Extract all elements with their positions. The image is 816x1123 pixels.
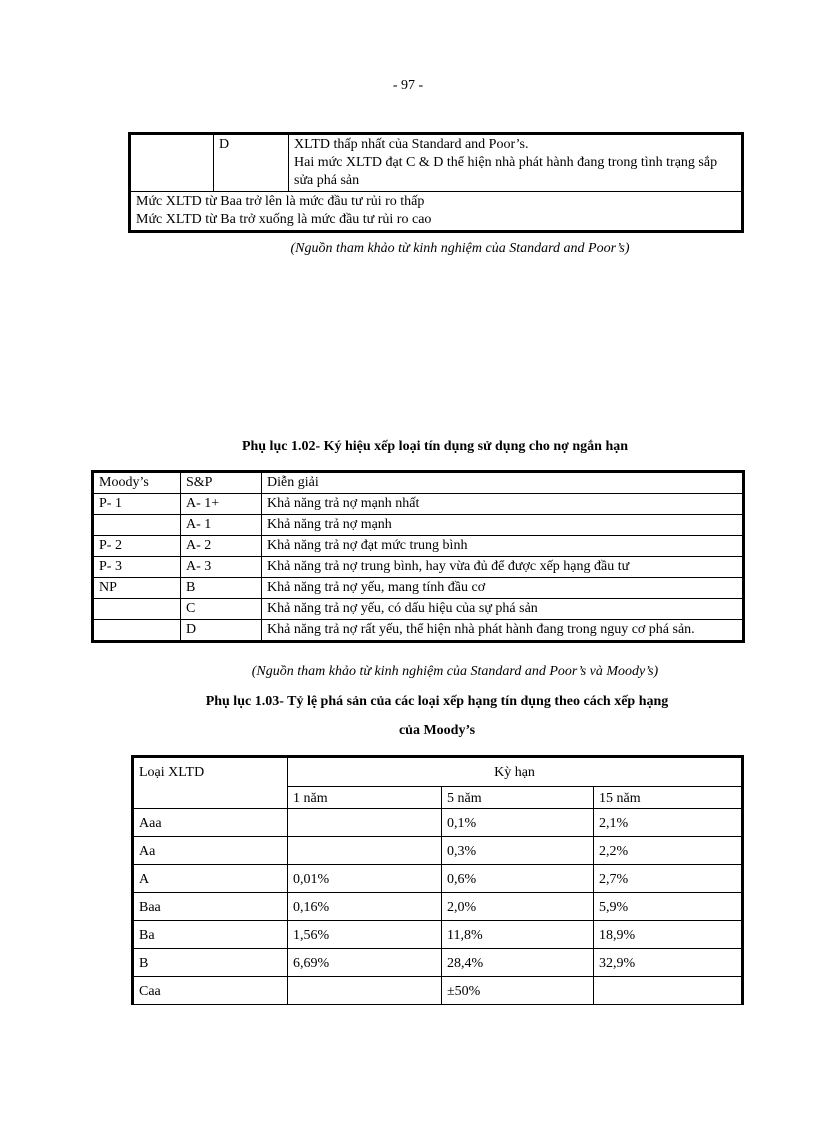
table-cell: A- 1 — [181, 515, 262, 536]
table-cell: 6,69% — [288, 949, 442, 977]
table-row — [93, 620, 744, 642]
column-header: S&P — [181, 472, 262, 494]
column-header: Diễn giải — [262, 472, 744, 494]
table-row — [133, 949, 743, 977]
table-cell — [289, 134, 743, 192]
table-cell — [93, 599, 181, 620]
table-cell — [594, 977, 743, 1005]
column-header: 5 năm — [442, 787, 594, 809]
table-cell: Khả năng trả nợ yếu, mang tính đầu cơ — [262, 578, 744, 599]
table-row — [93, 515, 744, 536]
table-cell: 0,1% — [442, 809, 594, 837]
note-line: Mức XLTD từ Baa trở lên là mức đầu tư rủi ro thấp — [136, 194, 425, 209]
table-cell: 11,8% — [442, 921, 594, 949]
page-number: - 97 - — [392, 78, 424, 93]
appendix-caption: Phụ lục 1.02- Ký hiệu xếp loại tín dụng sử dụng cho nợ ngắn hạn — [241, 439, 629, 454]
table-cell — [93, 515, 181, 536]
table-cell: C — [181, 599, 262, 620]
table-row — [133, 865, 743, 893]
table-cell: 5,9% — [594, 893, 743, 921]
table-default-rates — [131, 755, 744, 1005]
table-cell: B — [133, 949, 288, 977]
table-row — [93, 578, 744, 599]
table-row — [130, 134, 743, 192]
cell-line: Hai mức XLTD đạt C & D thể hiện nhà phát hành đang trong tình trạng sắp sửa phá sản — [294, 155, 718, 188]
table-header-row — [93, 472, 744, 494]
table-cell: D — [214, 134, 289, 192]
table-row — [133, 809, 743, 837]
table-cell: P- 2 — [93, 536, 181, 557]
column-group-header: Kỳ hạn — [288, 757, 743, 787]
table-cell — [288, 837, 442, 865]
table-cell: NP — [93, 578, 181, 599]
cell-line: XLTD thấp nhất của Standard and Poor’s. — [294, 137, 529, 152]
table-cell: B — [181, 578, 262, 599]
appendix-caption-line1: Phụ lục 1.03- Tỷ lệ phá sản của các loại xếp hạng tín dụng theo cách xếp hạng — [205, 694, 669, 709]
table-cell-note — [130, 192, 743, 232]
table-cell: A- 2 — [181, 536, 262, 557]
table-row — [133, 977, 743, 1005]
table-cell: Baa — [133, 893, 288, 921]
table-cell: 28,4% — [442, 949, 594, 977]
table-cell: Aaa — [133, 809, 288, 837]
table-cell: Khả năng trả nợ mạnh nhất — [262, 494, 744, 515]
table-cell: 0,16% — [288, 893, 442, 921]
table-cell: Khả năng trả nợ trung bình, hay vừa đủ để được xếp hạng đầu tư — [262, 557, 744, 578]
table-row — [93, 599, 744, 620]
column-header: Loại XLTD — [133, 757, 288, 809]
table-cell: 32,9% — [594, 949, 743, 977]
table-header-row — [133, 757, 743, 787]
table-cell: D — [181, 620, 262, 642]
source-note: (Nguồn tham khảo từ kinh nghiệm của Standard and Poor’s) — [290, 241, 630, 256]
column-header: 15 năm — [594, 787, 743, 809]
table-cell — [130, 134, 214, 192]
table-cell: Aa — [133, 837, 288, 865]
table-cell: 1,56% — [288, 921, 442, 949]
table-cell: P- 3 — [93, 557, 181, 578]
table-cell — [93, 620, 181, 642]
table-cell: 18,9% — [594, 921, 743, 949]
table-row — [133, 837, 743, 865]
table-cell: 0,3% — [442, 837, 594, 865]
table-cell: 0,6% — [442, 865, 594, 893]
column-header: 1 năm — [288, 787, 442, 809]
source-note: (Nguồn tham khảo từ kinh nghiệm của Standard and Poor’s và Moody’s) — [251, 664, 659, 679]
table-short-term-ratings — [91, 470, 745, 643]
column-header: Moody’s — [93, 472, 181, 494]
table-cell: 2,0% — [442, 893, 594, 921]
table-cell: Khả năng trả nợ đạt mức trung bình — [262, 536, 744, 557]
table-cell: 2,1% — [594, 809, 743, 837]
table-cell: A- 1+ — [181, 494, 262, 515]
table-cell: 0,01% — [288, 865, 442, 893]
table-cell: Khả năng trả nợ mạnh — [262, 515, 744, 536]
table-row — [130, 192, 743, 232]
table-cell: Khả năng trả nợ rất yếu, thể hiện nhà phát hành đang trong nguy cơ phá sản. — [262, 620, 744, 642]
table-cell: A- 3 — [181, 557, 262, 578]
table-row — [133, 921, 743, 949]
table-cell: Khả năng trả nợ yếu, có dấu hiệu của sự phá sản — [262, 599, 744, 620]
table-cell: 2,2% — [594, 837, 743, 865]
table-cell — [288, 977, 442, 1005]
note-line: Mức XLTD từ Ba trở xuống là mức đầu tư rủi ro cao — [136, 212, 432, 227]
table-row — [133, 893, 743, 921]
table-row — [93, 494, 744, 515]
table-cell: Ba — [133, 921, 288, 949]
table-sp-long-term-continued — [128, 132, 744, 233]
table-cell: A — [133, 865, 288, 893]
table-cell: ±50% — [442, 977, 594, 1005]
table-cell: 2,7% — [594, 865, 743, 893]
table-cell: Caa — [133, 977, 288, 1005]
table-cell: P- 1 — [93, 494, 181, 515]
appendix-caption-line2: của Moody’s — [398, 723, 476, 738]
table-cell — [288, 809, 442, 837]
table-row — [93, 536, 744, 557]
table-row — [93, 557, 744, 578]
